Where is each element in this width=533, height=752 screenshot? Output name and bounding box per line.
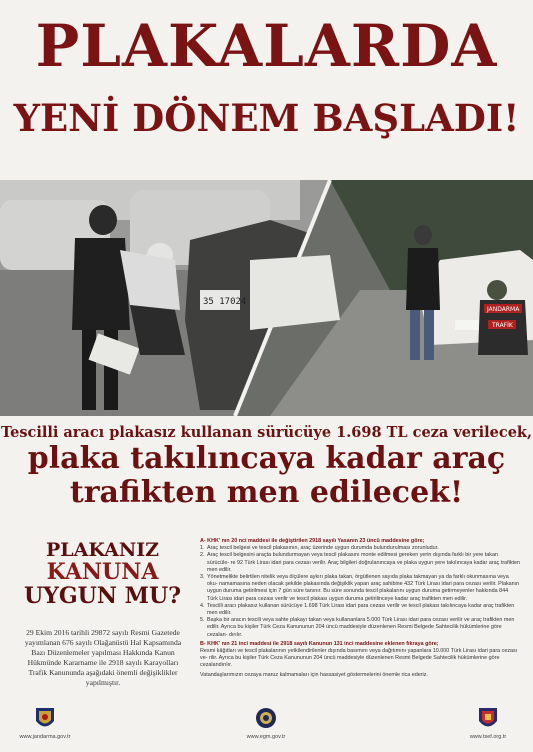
subheadline-line3: trafikten men edilecek!	[69, 475, 464, 510]
rule-item: 5. Başka bir aracın tescili veya sahte plakayı takan veya kullananlara 5.000 Türk Lirası idari para cezası verilir ve araç trafikten men edilir. Ayrıca bu kişiler Türk Ceza Kanununun 204 üncü maddesiyle düzenlenen Resmi Belgede Sahtecilik hükümlerine göre cezalan- dırılır.	[200, 617, 515, 638]
footer-right-url[interactable]: www.tsef.org.tr	[469, 734, 507, 740]
footer-center-url[interactable]: www.egm.gov.tr	[246, 734, 286, 740]
subheadline-line1: Tescilli aracı plakasız kullanan sürücüye 1.698 TL ceza verilecek,	[0, 424, 533, 441]
question-line2: KANUNA	[46, 559, 159, 585]
rule-item: 3. Yönetmelikte belirtilen nitelik veya ölçülere aykırı plaka takan, örgütlenen sayıda plaka takmayan ya da farklı okunmasına veya oku- namamasına neden olacak şekilde plakasında değişiklik yapan araç sahibine 432 Türk Lirası idari para cezası verilir. Plakanın uygun duruma getirilmesi için 7 gün süre tanınır. Bu süre sonunda tescil plakalarını uygun duruma getirmeyenler hakkında 844 Türk Lirası idari para cezası verilir ve tescil plakası uygun duruma getirilinceye kadar araç trafikten men edilir.	[200, 574, 520, 602]
footer-jandarma[interactable]	[5, 706, 85, 740]
rule-item: 1. Araç tescil belgesi ve tescil plakasının, araç üzerinde uygun durumda bulundurulması zorunludur.	[200, 545, 439, 552]
closing-text: Vatandaşlarımızın cezaya maruz kalmamaları için hassasiyet göstermelerini önemle rica ederiz.	[200, 671, 428, 678]
headline-line1: PLAKALARDA	[35, 12, 498, 80]
police-emblem-icon	[255, 706, 277, 732]
vest-label-trafik: TRAFİK	[492, 322, 513, 329]
question-line3: UYGUN MU?	[23, 583, 182, 609]
intro-text: 29 Ekim 2016 tarihli 29872 sayılı Resmi Gazetede yayımlanan 676 sayılı Olağanüstü Hal Kapsamında Bazı Düzenlemeler yapılması Hakkında Kanun Hükmünde Kararname ile 2918 sayılı Karayolları Trafik Kanununda aşağıdaki önemli değişiklikler yapılmıştır.	[24, 628, 182, 687]
rules-panel	[200, 538, 520, 679]
photo-collage	[0, 180, 533, 416]
vest-label-jandarma: JANDARMA	[487, 306, 520, 313]
rule-item: 2. Araç tescil belgesini araçta bulundurmayan veya tescil plakasını monte edilmesi gereken yerin dışında farklı bir yere takan sürücüle- re 92 Türk Lirası idari para cezası verilir. Araç bilgileri doğrulanıncaya ve plaka uygun yere takılıncaya kadar araç trafikten men edilir.	[200, 552, 521, 573]
footer-left-url[interactable]: www.jandarma.gov.tr	[19, 734, 71, 740]
section-b-heading: B- KHK' nın 21 inci maddesi ile 2918 sayılı Kanunun 131 inci maddesine eklenen fıkraya göre;	[200, 640, 439, 647]
jandarma-emblem-icon	[34, 706, 56, 732]
section-b-text: Resmi kâğıtları ve tescil plakalarının yetkilendirilenler dışında basımını veya dağıtımını yapanlara 10.000 Türk Lirası idari para cezası ve- rilir. Ayrıca bu kişiler Türk Ceza Kanununun 204 üncü maddesiyle düzenlenen Resmi Belgede Sahtecilik hükümlerine göre cezalandırılır.	[200, 648, 518, 669]
headline-line2: YENİ DÖNEM BAŞLADI!	[13, 96, 520, 140]
footer-egm[interactable]	[226, 706, 306, 740]
footer	[0, 700, 533, 752]
tsef-emblem-icon	[477, 706, 499, 732]
question-line1: PLAKANIZ	[46, 539, 159, 561]
section-a-heading: A- KHK' nın 20 nci maddesi ile değiştirilen 2918 sayılı Yasanın 23 üncü maddesine göre;	[200, 538, 425, 544]
rule-item: 4. Tescilli aracı plakasız kullanan sürücüye 1.698 Türk Lirası idari para cezası verilir ve tescil plakası takılıncaya kadar araç trafikten men edilir.	[200, 602, 515, 617]
footer-tsef[interactable]	[448, 706, 528, 740]
subheadline-line2: plaka takılıncaya kadar araç	[27, 441, 506, 476]
plate-left-text: 35 17024	[203, 297, 247, 307]
